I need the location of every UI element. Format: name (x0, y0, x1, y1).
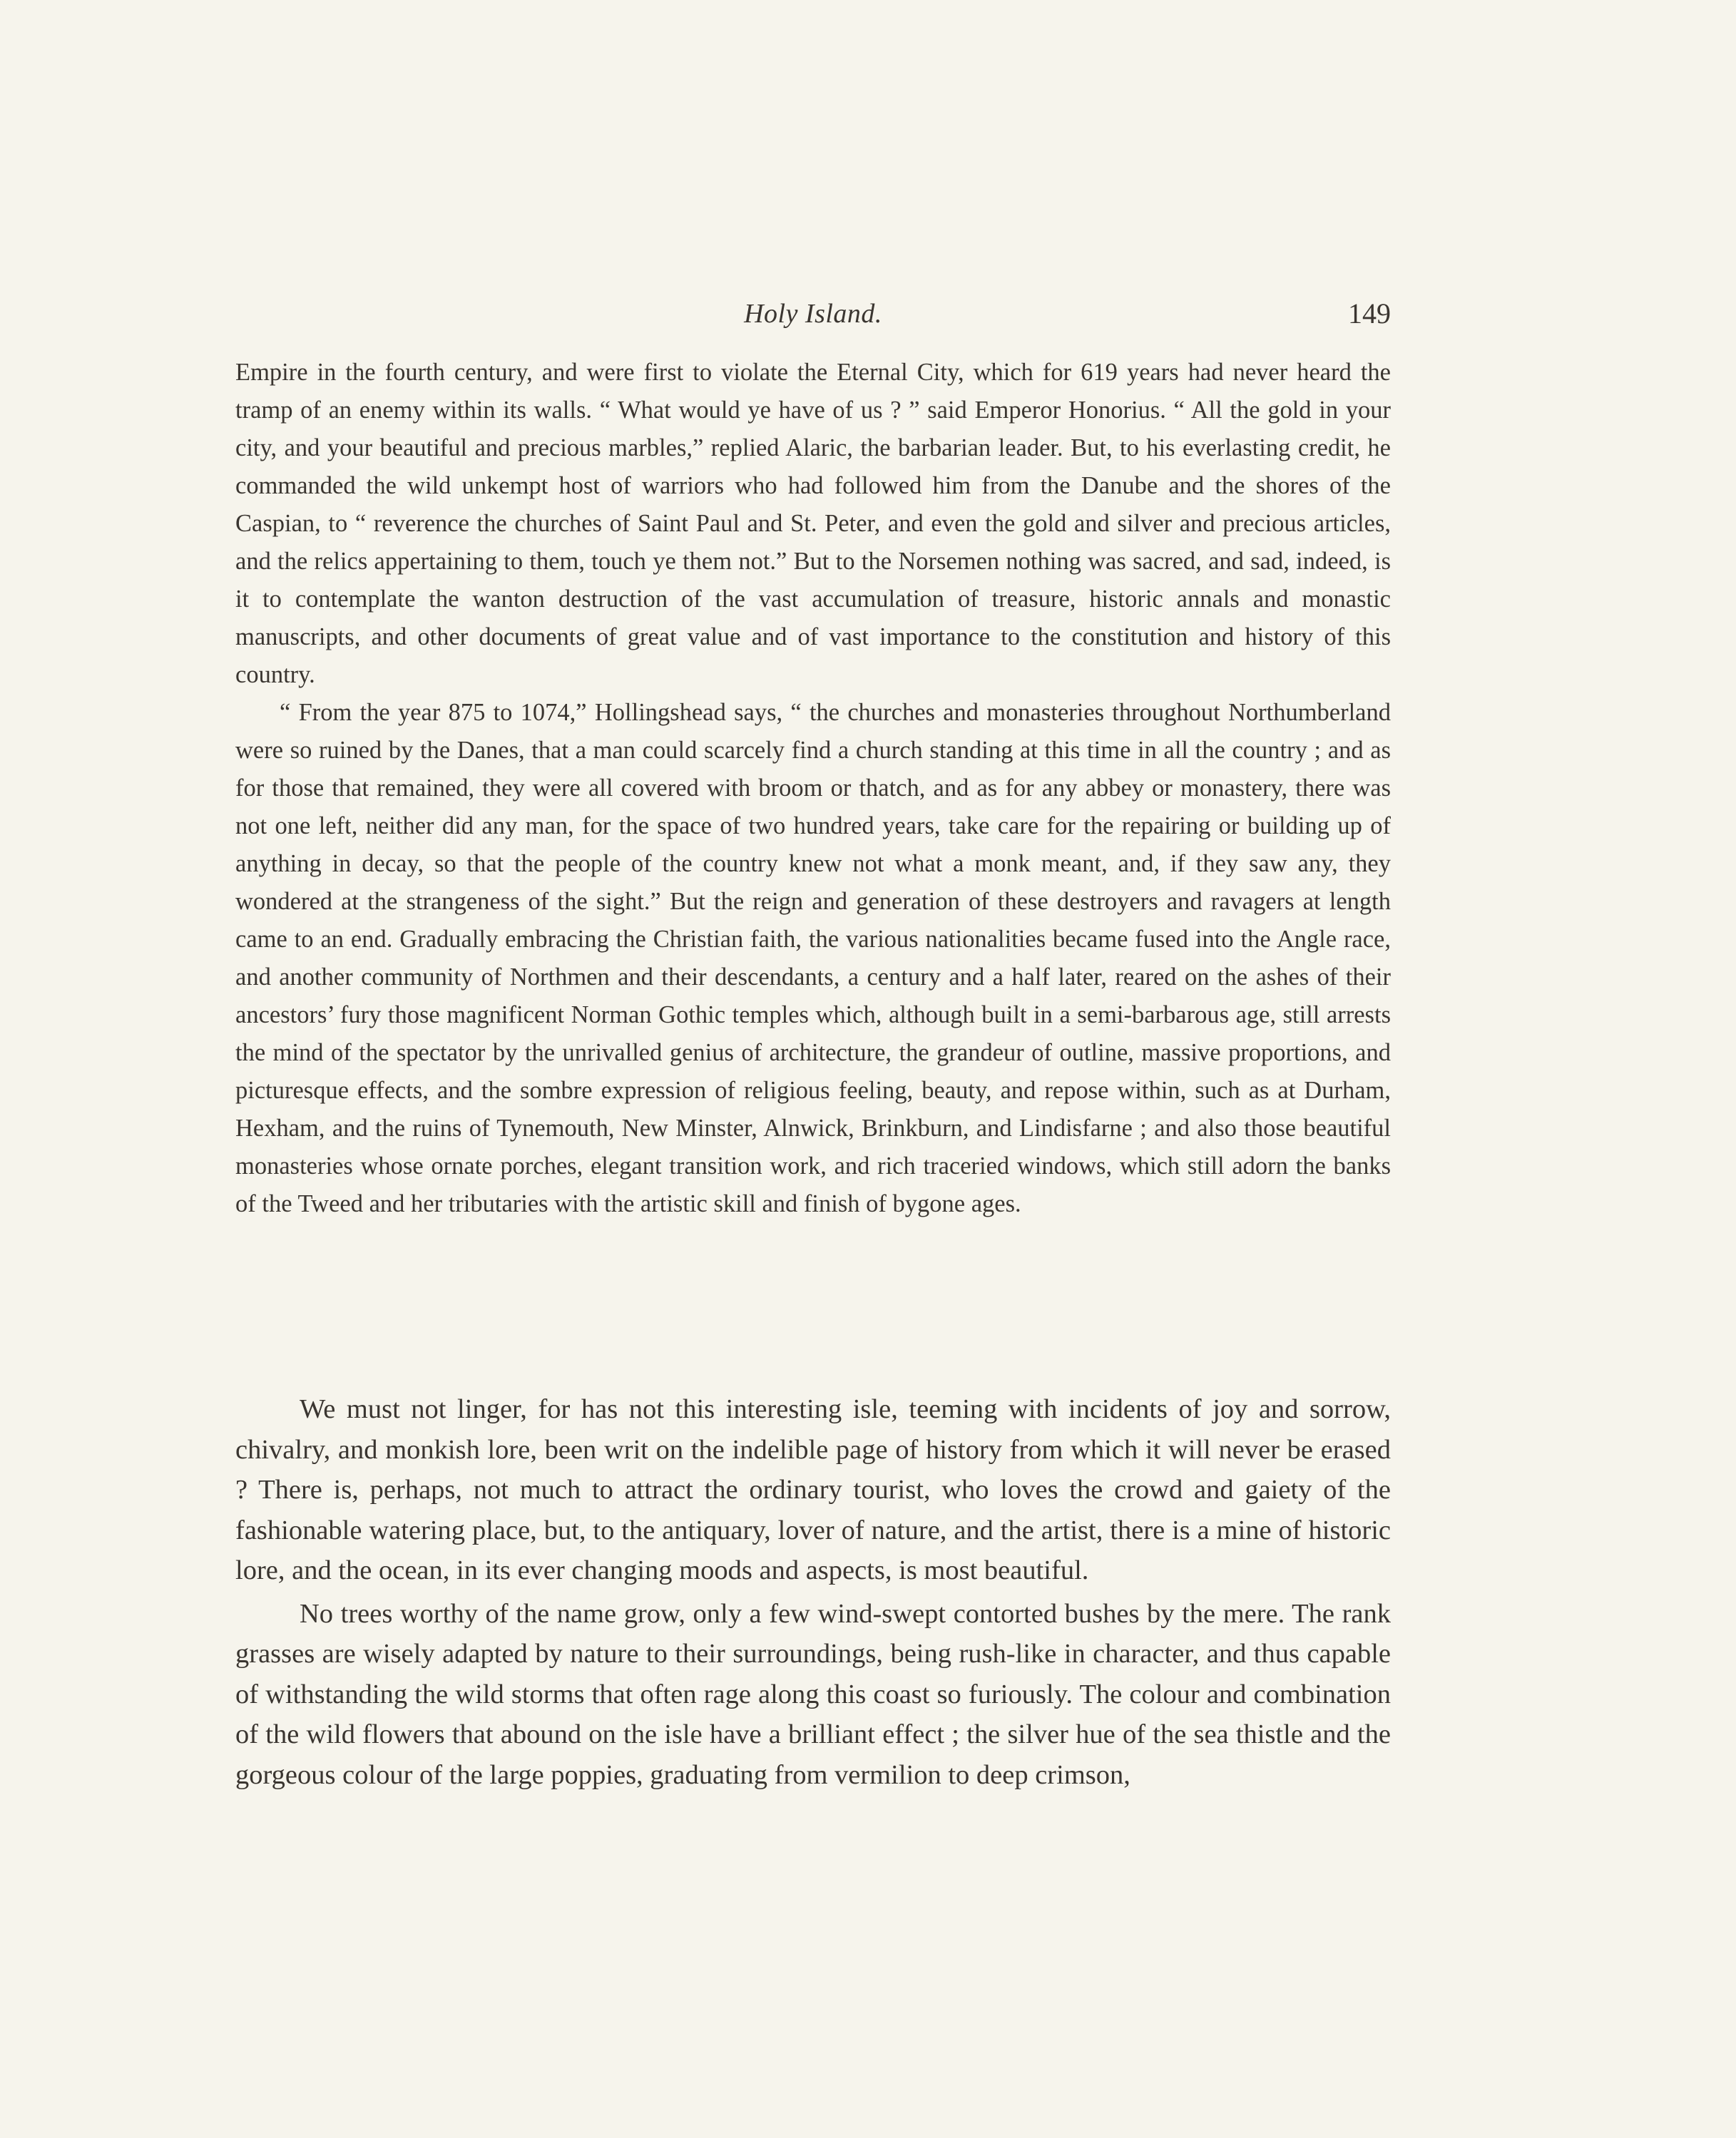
running-title: Holy Island. (744, 299, 882, 329)
body-text-large (235, 1389, 1391, 1795)
running-head (235, 292, 1391, 335)
paragraph: No trees worthy of the name grow, only a few wind-swept contorted bushes by the mere. The rank grasses are wisely adapted by nature to their surroundings, being rush-like in character, and thus capable of withstanding the wild storms that often rage along this coast so furiously. The colour and combination of the wild flowers that abound on the isle have a brilliant effect ; the silver hue of the sea thistle and the gorgeous colour of the large poppies, graduating from vermilion to deep crimson, (235, 1598, 1391, 1790)
paragraph: We must not linger, for has not this interesting isle, teeming with incidents of joy and sorrow, chivalry, and monkish lore, been writ on the indelible page of history from which it will never be erased ? There is, perhaps, not much to attract the ordinary tourist, who loves the crowd and gaiety of the fashionable watering place, but, to the antiquary, lover of nature, and the artist, there is a mine of historic lore, and the ocean, in its ever changing moods and aspects, is most beautiful. (235, 1394, 1391, 1585)
paragraph: “ From the year 875 to 1074,” Hollingshead says, “ the churches and monasteries throughout Northumberland were so ruined by the Danes, that a man could scarcely find a church standing at this time in all the country ; and as for those that remained, they were all covered with broom or thatch, and as for any abbey or monastery, there was not one left, neither did any man, for the space of two hundred years, take care for the repairing or building up of anything in decay, so that the people of the country knew not what a monk meant, and, if they saw any, they wondered at the strangeness of the sight.” But the reign and generation of these destroyers and ravagers at length came to an end. Gradually embracing the Christian faith, the various nationalities became fused into the Angle race, and another community of Northmen and their descendants, a century and a half later, reared on the ashes of their ancestors’ fury those magnificent Norman Gothic temples which, although built in a semi-barbarous age, still arrests the mind of the spectator by the unrivalled genius of architecture, the grandeur of outline, massive proportions, and picturesque effects, and the sombre expression of religious feeling, beauty, and repose within, such as at Durham, Hexham, and the ruins of Tynemouth, New Minster, Alnwick, Brinkburn, and Lindisfarne ; and also those beautiful monasteries whose ornate porches, elegant transition work, and rich traceried windows, which still adorn the banks of the Tweed and her tributaries with the artistic skill and finish of bygone ages. (235, 699, 1391, 1217)
page-number: 149 (1348, 297, 1391, 329)
body-text-small (235, 354, 1391, 1223)
paragraph: Empire in the fourth century, and were first to violate the Eternal City, which for 619 years had never heard the tramp of an enemy within its walls. “ What would ye have of us ? ” said Emperor Honorius. “ All the gold in your city, and your beautiful and precious marbles,” replied Alaric, the barbarian leader. But, to his everlasting credit, he commanded the wild unkempt host of warriors who had followed him from the Danube and the shores of the Caspian, to “ reverence the churches of Saint Paul and St. Peter, and even the gold and silver and precious articles, and the relics appertaining to them, touch ye them not.” But to the Norsemen nothing was sacred, and sad, indeed, is it to contemplate the wanton destruction of the vast accumulation of treasure, historic annals and monastic manuscripts, and other documents of great value and of vast importance to the constitution and history of this country. (235, 359, 1391, 688)
